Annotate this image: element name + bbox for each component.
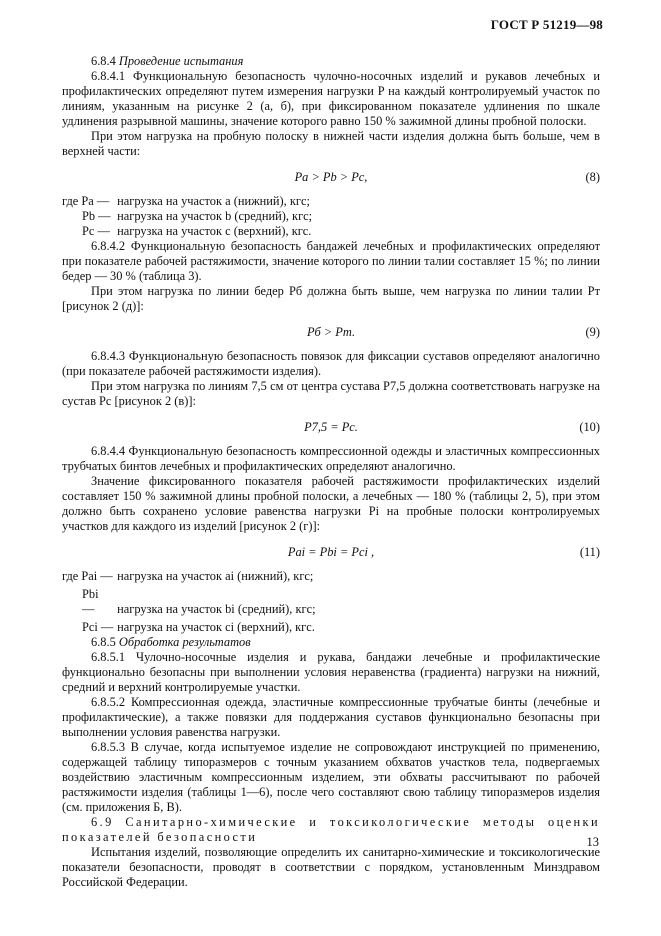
section-number: 6.8.5 [91,635,116,649]
section-number: 6.8.4 [91,54,116,68]
legend-text: нагрузка на участок с (верхний), кгс. [117,224,312,238]
equation-number: (8) [585,170,600,184]
equation-9 [62,321,600,344]
document-body [62,54,600,890]
equation-number: (9) [585,325,600,339]
paragraph-6-8-5-3: 6.8.5.3 В случае, когда испытуемое изделие не сопровождают инструкцией по применению, содержащей таблицу типоразмеров с точным указанием обхватов участков тела, подвергаемых воздействию эластичным компрессионным изделием, эти обхваты рассчитывают по рабочей растяжимости изделия (таблицы 1—6), после чего составляют свою таблицу типоразмеров изделия (см. приложения Б, В). [62,740,600,814]
paragraph-6-8-4-3-condition: При этом нагрузка по линиям 7,5 см от центра сустава P7,5 должна соответствовать нагрузке на сустав Pс [рисунок 2 (в)]: [62,379,600,408]
section-6-9-heading: 6.9 Санитарно-химические и токсикологические методы оценки показателей безопасности [62,815,600,844]
paragraph-6-8-5-1: 6.8.5.1 Чулочно-носочные изделия и рукава, бандажи лечебные и профилактические функционально безопасны при выполнении условия неравенства (градиента) нагрузки на нижний, средний и верхний контролируемые участки. [62,650,600,694]
equation-8 [62,166,600,189]
paragraph-6-8-4-1: 6.8.4.1 Функциональную безопасность чулочно-носочных изделий и рукавов лечебных и профилактических определяют путем измерения нагрузки P на каждый контролируемый участок по линиям, указанным на рисунке 2 (а, б), при фиксированном показателе удлинения по шкале удлинения разрывной машины, значение которого равно 150 % зажимной длины пробной полоски. [62,69,600,128]
page-number: 13 [586,835,599,849]
legend-text: нагрузка на участок а (нижний), кгс; [117,194,310,208]
paragraph-6-8-5-2: 6.8.5.2 Компрессионная одежда, эластичные компрессионные трубчатые бинты (лечебные и профилактические), а также повязки для поддержания суставов функционально безопасны при выполнении условия равенства нагрузки. [62,695,600,739]
equation-number: (11) [579,545,600,559]
paragraph-6-8-4-3: 6.8.4.3 Функциональную безопасность повязок для фиксации суставов определяют аналогично (при показателе рабочей растяжимости изделия). [62,349,600,378]
equation-formula: Pai = Pbi = Pci , [287,545,375,559]
section-title: Проведение испытания [118,54,244,68]
legend-symbol: где Pai — [62,569,113,583]
equation-10 [62,416,600,439]
legend-text: нагрузка на участок bi (средний), кгс; [117,602,316,616]
legend-symbol: Pci — [82,620,114,634]
paragraph-6-8-4-1-condition: При этом нагрузка на пробную полоску в нижней части изделия должна быть больше, чем в верхней части: [62,129,600,158]
legend-symbol: где Pa — [62,194,110,208]
paragraph-6-9: Испытания изделий, позволяющие определить их санитарно-химические и токсикологические показатели безопасности, проводят в соответствии с порядком, установленным Минздравом Российской Федерации. [62,845,600,889]
section-6-8-5-heading [62,635,600,650]
legend-symbol: Pb — [82,209,111,223]
section-title: Обработка результатов [118,635,251,649]
legend-row [62,209,600,224]
legend-row [62,569,600,584]
equation-formula: P7,5 = Pс. [304,420,358,434]
legend-row [62,224,600,239]
legend-row [62,620,600,635]
legend-symbol: Pc — [82,224,110,238]
standard-header: ГОСТ Р 51219—98 [490,17,603,32]
equation-number: (10) [579,420,600,434]
legend-row [62,587,600,617]
legend-text: нагрузка на участок ai (нижний), кгс; [117,569,314,583]
legend-text: нагрузка на участок b (средний), кгс; [117,209,313,223]
equation-formula: Pб > Pт. [306,325,356,339]
paragraph-6-8-4-2-condition: При этом нагрузка по линии бедер Pб должна быть выше, чем нагрузка по линии талии Pт [рисунок 2 (д)]: [62,284,600,313]
legend-row [62,194,600,209]
equation-formula: Pa > Pb > Pc, [294,170,368,184]
section-6-8-4-heading [62,54,600,69]
legend-text: нагрузка на участок ci (верхний), кгс. [117,620,315,634]
paragraph-6-8-4-2: 6.8.4.2 Функциональную безопасность бандажей лечебных и профилактических определяют при показателе рабочей растяжимости, значение которого по линии талии составляет 15 %; по линии бедер — 30 % (таблица 3). [62,239,600,283]
legend-symbol: Pbi — [82,587,99,616]
paragraph-6-8-4-4: 6.8.4.4 Функциональную безопасность компрессионной одежды и эластичных компрессионных трубчатых бинтов лечебных и профилактических определяют аналогично. [62,444,600,473]
equation-11 [62,541,600,564]
paragraph-6-8-4-4-condition: Значение фиксированного показателя рабочей растяжимости профилактических изделий составляет 150 % зажимной длины пробной полоски, а лечебных — 180 % (таблицы 2, 5), при этом должно быть сохранено условие равенства нагрузки Pi на пробные полоски контролируемых участков для каждого из изделий [рисунок 2 (г)]: [62,474,600,533]
